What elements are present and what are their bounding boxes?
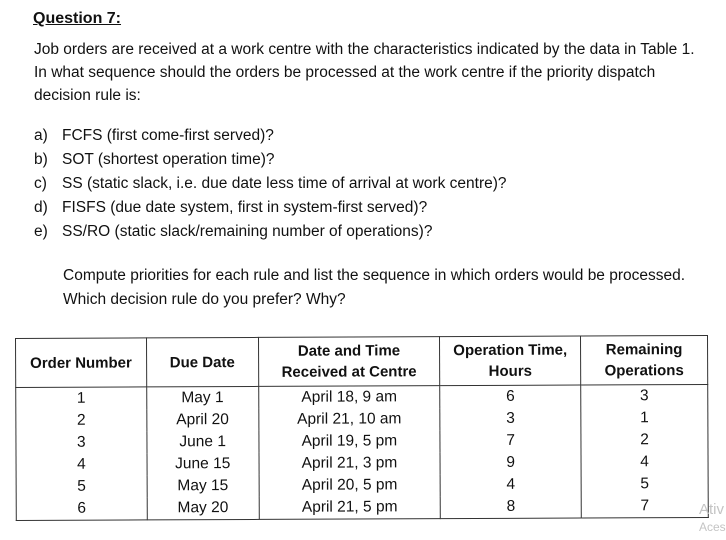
header-line: Operation Time, (453, 341, 568, 360)
rule-item-ss (34, 172, 507, 196)
cell-received: April 21, 10 am (258, 408, 440, 431)
cell-remaining: 7 (581, 495, 708, 518)
cell-due-date: May 20 (147, 497, 259, 520)
cell-order: 1 (16, 387, 147, 410)
rule-marker: c) (34, 175, 47, 192)
rule-marker: d) (34, 199, 48, 216)
rule-marker: b) (34, 151, 48, 168)
table-row (16, 495, 708, 521)
cell-hours: 4 (440, 474, 581, 497)
cell-remaining: 4 (581, 451, 708, 474)
header-line: Date and Time (297, 342, 401, 360)
rule-item-ss-ro (34, 220, 507, 244)
activation-watermark (699, 500, 726, 534)
table-row (16, 384, 708, 410)
column-header-remaining-operations (581, 335, 708, 385)
cell-hours: 3 (440, 408, 581, 431)
watermark-line: Ativ (699, 501, 725, 518)
cell-remaining: 3 (581, 384, 708, 407)
header-line: Hours (488, 362, 533, 380)
rule-text: FISFS (due date system, first in system-first served)? (62, 199, 428, 216)
cell-due-date: June 15 (147, 453, 259, 475)
question-intro: Job orders are received at a work centre with the characteristics indicated by the data in Table 1. In what sequence should the orders be processed at the work centre if the priority dispatch decision rule is: (34, 41, 695, 104)
rule-text: SS/RO (static slack/remaining number of operations)? (62, 223, 433, 240)
task-instructions: Compute priorities for each rule and list the sequence in which orders would be processed. Which decision rule do you prefer? Why? (63, 267, 686, 308)
rule-marker: e) (34, 223, 48, 240)
table-row (16, 407, 708, 432)
cell-due-date: May 1 (147, 386, 259, 409)
header-line: Operations (604, 362, 684, 380)
cell-order: 4 (16, 453, 147, 476)
cell-received: April 21, 3 pm (259, 452, 441, 475)
column-header-due-date: Due Date (146, 337, 258, 386)
decision-rule-list (34, 124, 507, 244)
cell-due-date: April 20 (147, 409, 259, 431)
cell-hours: 9 (440, 452, 581, 475)
column-header-order-number: Order Number (16, 338, 147, 388)
watermark-subline: Aces (699, 520, 726, 534)
rule-text: SOT (shortest operation time)? (62, 151, 275, 168)
cell-order: 2 (16, 409, 147, 432)
rule-marker: a) (34, 127, 48, 144)
rule-item-fisfs (34, 196, 507, 220)
cell-remaining: 1 (581, 407, 708, 430)
cell-received: April 20, 5 pm (259, 474, 441, 497)
rule-item-fcfs (34, 124, 507, 148)
cell-hours: 8 (440, 496, 581, 519)
cell-due-date: May 15 (147, 475, 259, 497)
cell-remaining: 5 (581, 473, 708, 496)
cell-due-date: June 1 (147, 431, 259, 453)
header-line: Remaining (605, 341, 683, 359)
table-header-row (16, 335, 708, 387)
column-header-received (258, 337, 440, 387)
cell-received: April 19, 5 pm (259, 430, 441, 453)
rule-text: SS (static slack, i.e. due date less time of arrival at work centre)? (62, 175, 507, 192)
cell-hours: 6 (440, 385, 581, 408)
table-row (16, 429, 708, 454)
question-heading: Question 7: (33, 10, 122, 27)
column-header-operation-time (440, 336, 581, 386)
cell-received: April 21, 5 pm (259, 496, 441, 519)
cell-remaining: 2 (581, 429, 708, 452)
rule-text: FCFS (first come-first served)? (62, 127, 274, 144)
header-line: Received at Centre (281, 363, 417, 381)
cell-received: April 18, 9 am (258, 386, 440, 409)
rule-item-sot (34, 148, 507, 172)
cell-hours: 7 (440, 430, 581, 453)
cell-order: 6 (16, 497, 147, 520)
table-row (16, 451, 708, 476)
cell-order: 5 (16, 475, 147, 498)
job-orders-table (15, 335, 709, 521)
cell-order: 3 (16, 431, 147, 454)
table-row (16, 473, 708, 498)
